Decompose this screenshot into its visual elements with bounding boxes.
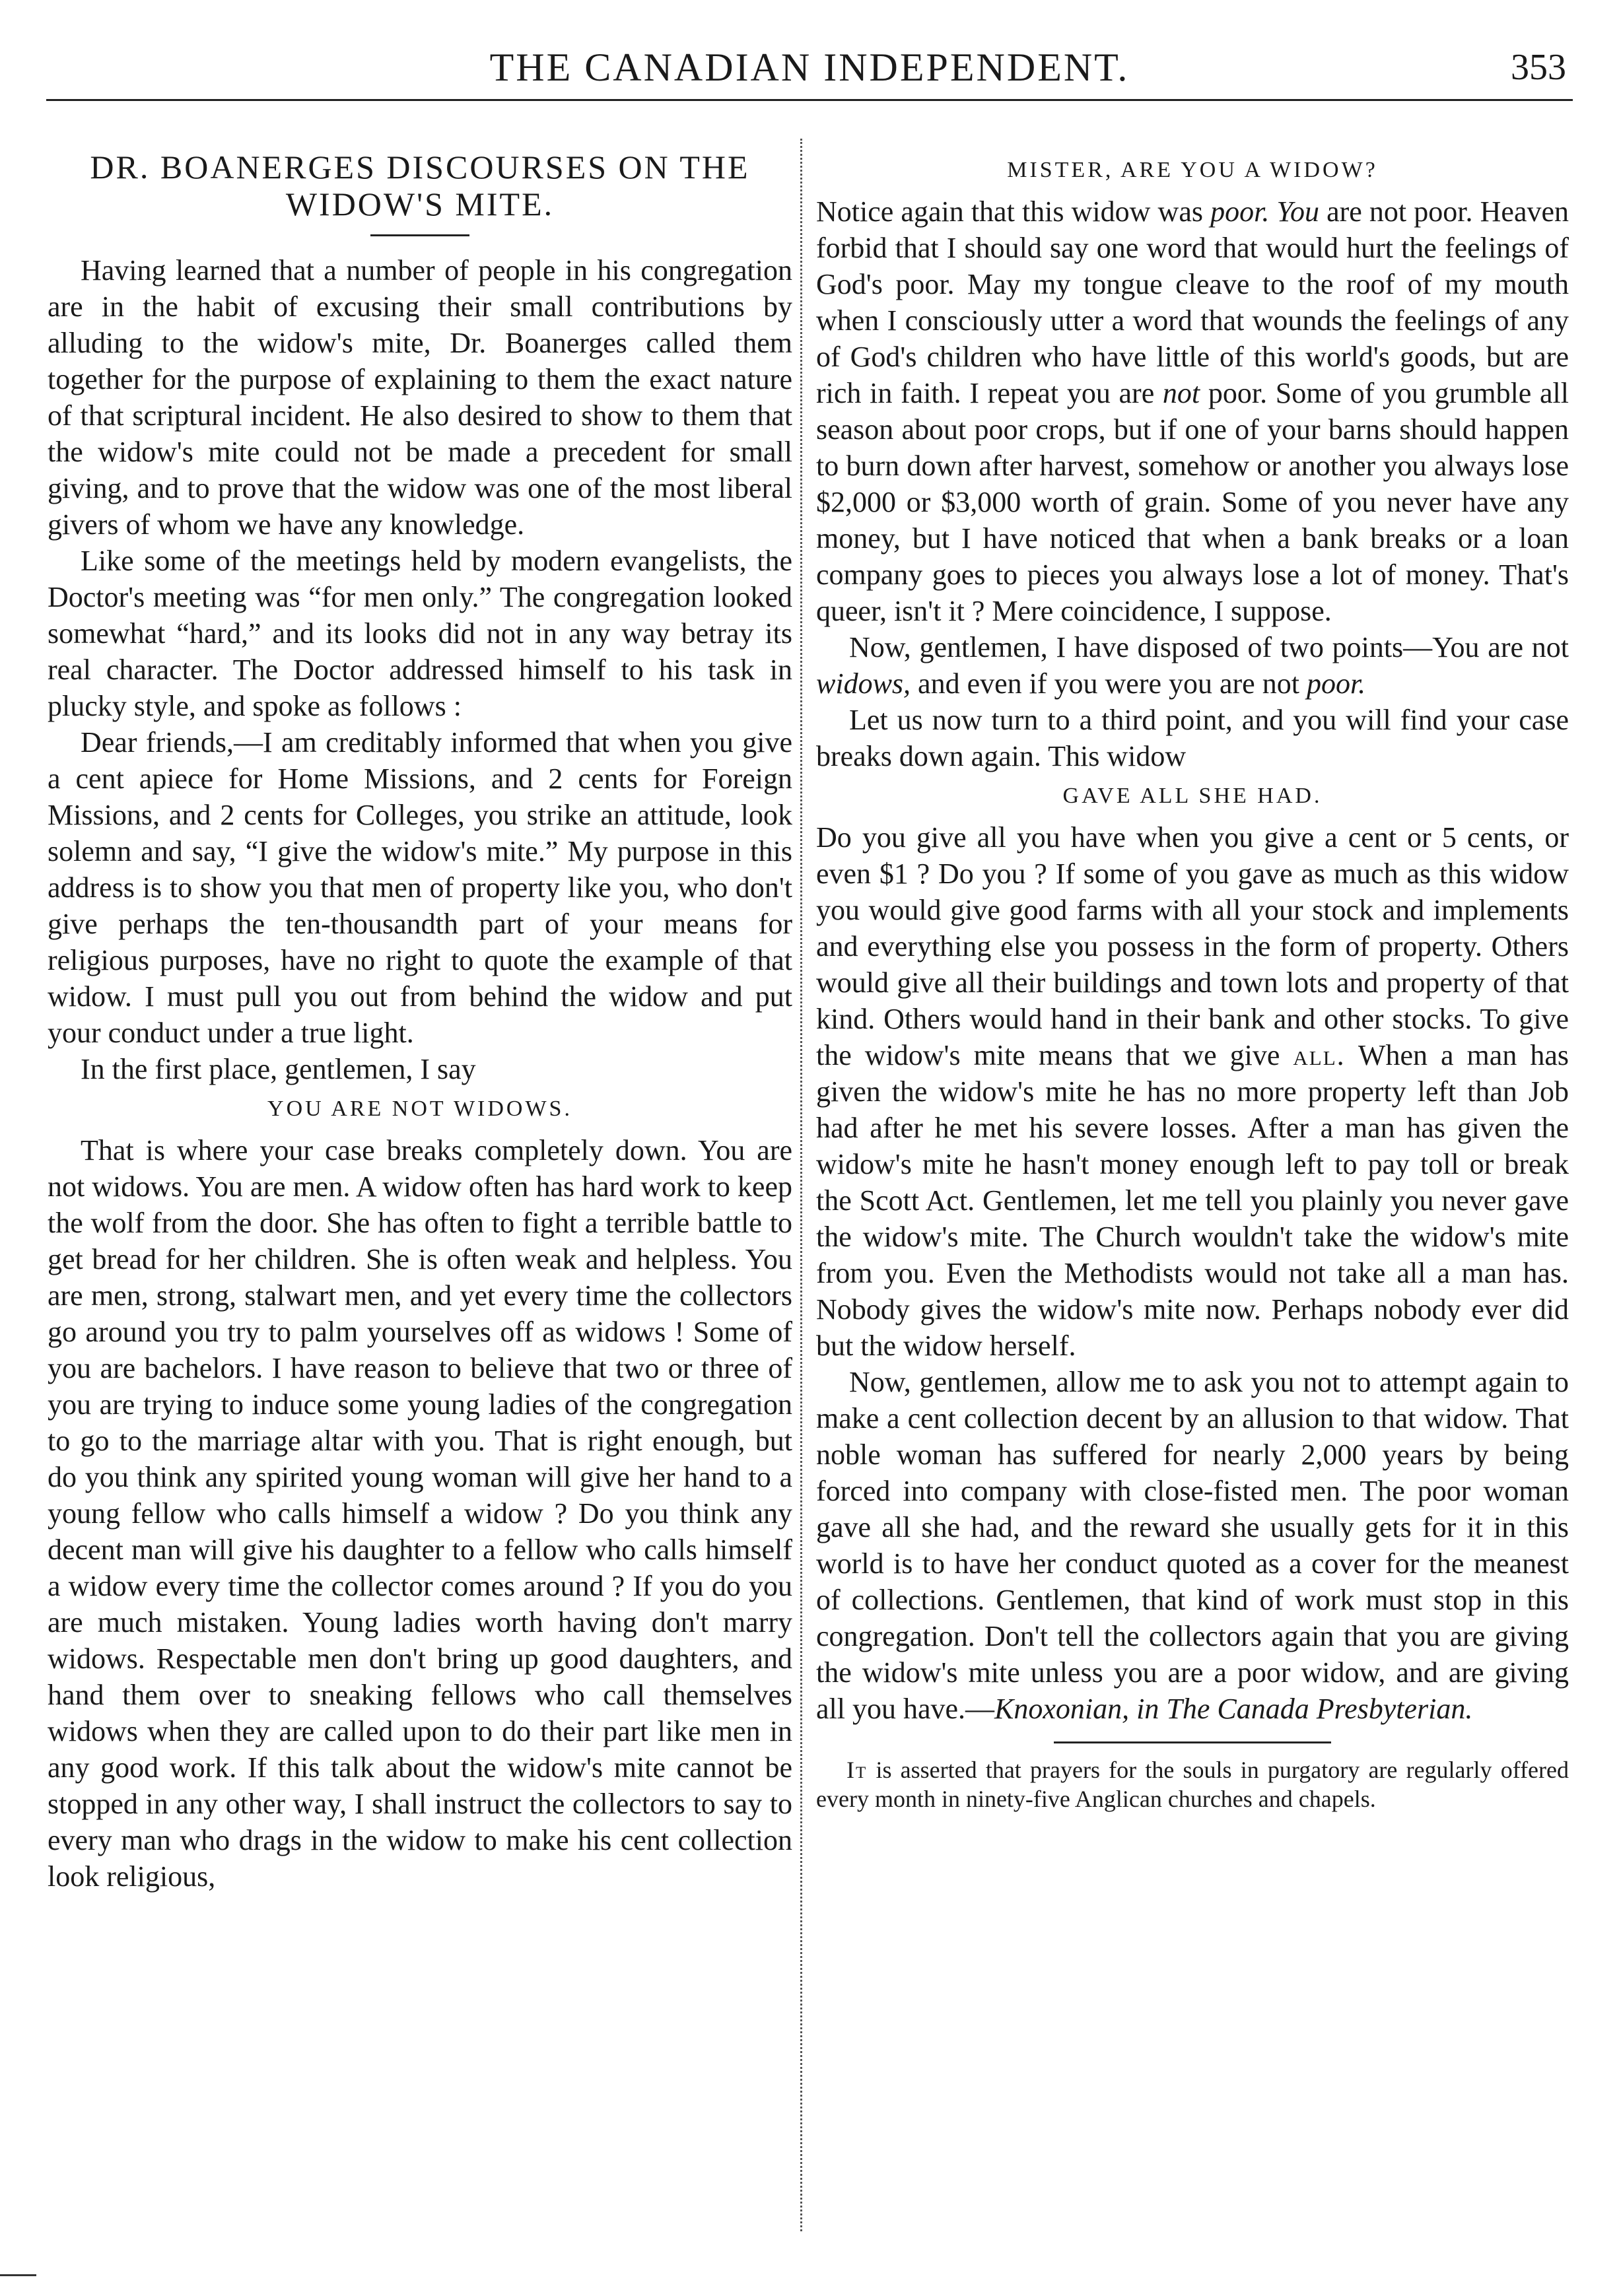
paragraph: That is where your case breaks completely down. You are not widows. You are men. A widow often has hard work to keep the wolf from the door. She has often to fight a terrible battle to get bread for her children. She is often weak and helpless. You are men, strong, stalwart men, and yet every time the collectors go around you try to palm yourselves off as widows ! Some of you are bachelors. I have reason to believe that two or three of you are trying to induce some young ladies of the congregation to go to the marriage altar with you. That is right enough, but do you think any spirited young woman will give her hand to a young fellow who calls himself a widow ? Do you think any decent man will give his daughter to a fellow who calls himself a widow every time the collector comes around ? If you do you are much mistaken. Young ladies worth having don't marry widows. Respectable men don't bring up good daughters, and hand them over to sneaking fellows who call themselves widows when they are called upon to do their part like men in any good work. If this talk about the widow's mite cannot be stopped in any other way, I shall instruct the collectors to say to every man who drags in the widow to make his cent collection look religious, bbox=[48, 1134, 792, 1893]
emphasis: in bbox=[1129, 1693, 1167, 1725]
paragraph bbox=[816, 629, 1569, 702]
page-number: 353 bbox=[1511, 47, 1566, 88]
paragraph: Having learned that a number of people in his congregation are in the habit of excusing their small contributions by alluding to the widow's mite, Dr. Boanerges called them together for the purpose of explaining to them the exact nature of that scriptural incident. He also desired to show to them that the widow's mite could not be made a precedent for small giving, and to prove that the widow was one of the most liberal givers of whom we have any knowledge. bbox=[48, 254, 792, 541]
corner-mark bbox=[0, 2274, 36, 2276]
title-rule bbox=[370, 234, 469, 236]
paragraph: Like some of the meetings held by modern evangelists, the Doctor's meeting was “for men only.” The congregation looked somewhat “hard,” and its looks did not in any way betray its real character. The Doctor addressed himself to his task in plucky style, and spoke as follows : bbox=[48, 545, 792, 722]
text-run: When a man has given the widow's mite he has no more property left than Job had after he met his severe losses. After a man has given the widow's mite he hasn't money enough left to pay toll or break the Scott Act. Gentlemen, let me tell you plainly you never gave the widow's mite. The Church wouldn't take the widow's mite from you. Even the Methodists would not take all a man has. Nobody gives the widow's mite now. Perhaps nobody ever did but the widow herself. bbox=[816, 1039, 1569, 1362]
text-run: Notice again that this widow was bbox=[816, 195, 1211, 228]
running-head bbox=[46, 40, 1573, 101]
section-heading: GAVE ALL SHE HAD. bbox=[1062, 784, 1323, 808]
text-run: Now, gentlemen, I have disposed of two points—You are not bbox=[849, 631, 1569, 663]
emphasis: poor. bbox=[1210, 195, 1270, 228]
column-divider bbox=[800, 139, 802, 2231]
small-caps: all. bbox=[1293, 1039, 1346, 1071]
left-column bbox=[48, 149, 792, 2256]
paragraph: Let us now turn to a third point, and you will find your case breaks down again. This widow bbox=[816, 704, 1569, 772]
text-run: poor. Some of you grumble all season about poor crops, but if one of your barns should happen to burn down after harvest, somehow or another you always lose $2,000 or $3,000 worth of grain. Some of you never have any money, but I have noticed that when a bank breaks or a loan company goes to pieces you always lose a lot of money. That's queer, isn't it ? Mere coincidence, I suppose. bbox=[816, 377, 1569, 627]
paragraph bbox=[816, 193, 1569, 629]
text-run: are not poor. Heaven forbid that I should say one word that would hurt the feelings of God's poor. May my tongue cleave to the roof of my mouth when I consciously utter a word that wounds the feelings of any of God's children who have little of this world's goods, but are rich in faith. I repeat you are bbox=[816, 195, 1569, 409]
news-note bbox=[816, 1755, 1569, 1813]
paragraph bbox=[816, 819, 1569, 1364]
paragraph: In the first place, gentlemen, I say bbox=[81, 1053, 476, 1085]
text-run: is asserted that prayers for the souls in purgatory are regularly offered every month in ninety-five Anglican churches and chapels. bbox=[816, 1757, 1569, 1812]
text-run: Do you give all you have when you give a cent or 5 cents, or even $1 ? Do you ? If some of you gave as much as this widow you would give good farms with all your stock and implements and everything else you possess in the form of property. Others would give all their buildings and town lots and property of that kind. Others would hand in their bank and other stocks. To give the widow's mite means that we give bbox=[816, 821, 1569, 1071]
emphasis: not bbox=[1162, 377, 1200, 409]
author-name: Knoxonian, bbox=[994, 1693, 1130, 1725]
emphasis: poor. bbox=[1306, 667, 1366, 700]
text-run: Now, gentlemen, allow me to ask you not to attempt again to make a cent collection decent by an allusion to that widow. That noble woman has suffered for nearly 2,000 years by being forced into company with close-fisted men. The poor woman gave all she had, and the reward she usually gets for it in this world is to have her conduct quoted as a cover for the meanest of collections. Gentlemen, that kind of work must stop in this congregation. Don't tell the collectors again that you are giving the widow's mite unless you are a poor widow, and are giving all you have.— bbox=[816, 1366, 1569, 1725]
paragraph: Dear friends,—I am creditably informed that when you give a cent apiece for Home Missions, and 2 cents for Foreign Missions, and 2 cents for Colleges, you strike an attitude, look solemn and say, “I give the widow's mite.” My purpose in this address is to show you that men of property like you, who don't give perhaps the ten-thousandth part of your means for religious purposes, have no right to quote the example of that widow. I must pull you out from behind the widow and put your conduct under a true light. bbox=[48, 726, 792, 1049]
running-title: THE CANADIAN INDEPENDENT. bbox=[489, 46, 1130, 89]
small-caps: It bbox=[846, 1757, 868, 1783]
emphasis: You bbox=[1269, 195, 1319, 228]
section-heading: YOU ARE NOT WIDOWS. bbox=[267, 1097, 572, 1121]
right-column bbox=[816, 149, 1569, 2256]
source-title: The Canada Presbyterian. bbox=[1166, 1693, 1473, 1725]
article-title: DR. BOANERGES DISCOURSES ON THE WIDOW'S MITE. bbox=[90, 149, 750, 222]
emphasis: widows, bbox=[816, 667, 911, 700]
paragraph bbox=[816, 1364, 1569, 1727]
section-heading: MISTER, ARE YOU A WIDOW? bbox=[1007, 158, 1378, 182]
footnote-rule bbox=[1054, 1741, 1331, 1743]
text-run: and even if you were you are not bbox=[911, 667, 1307, 700]
